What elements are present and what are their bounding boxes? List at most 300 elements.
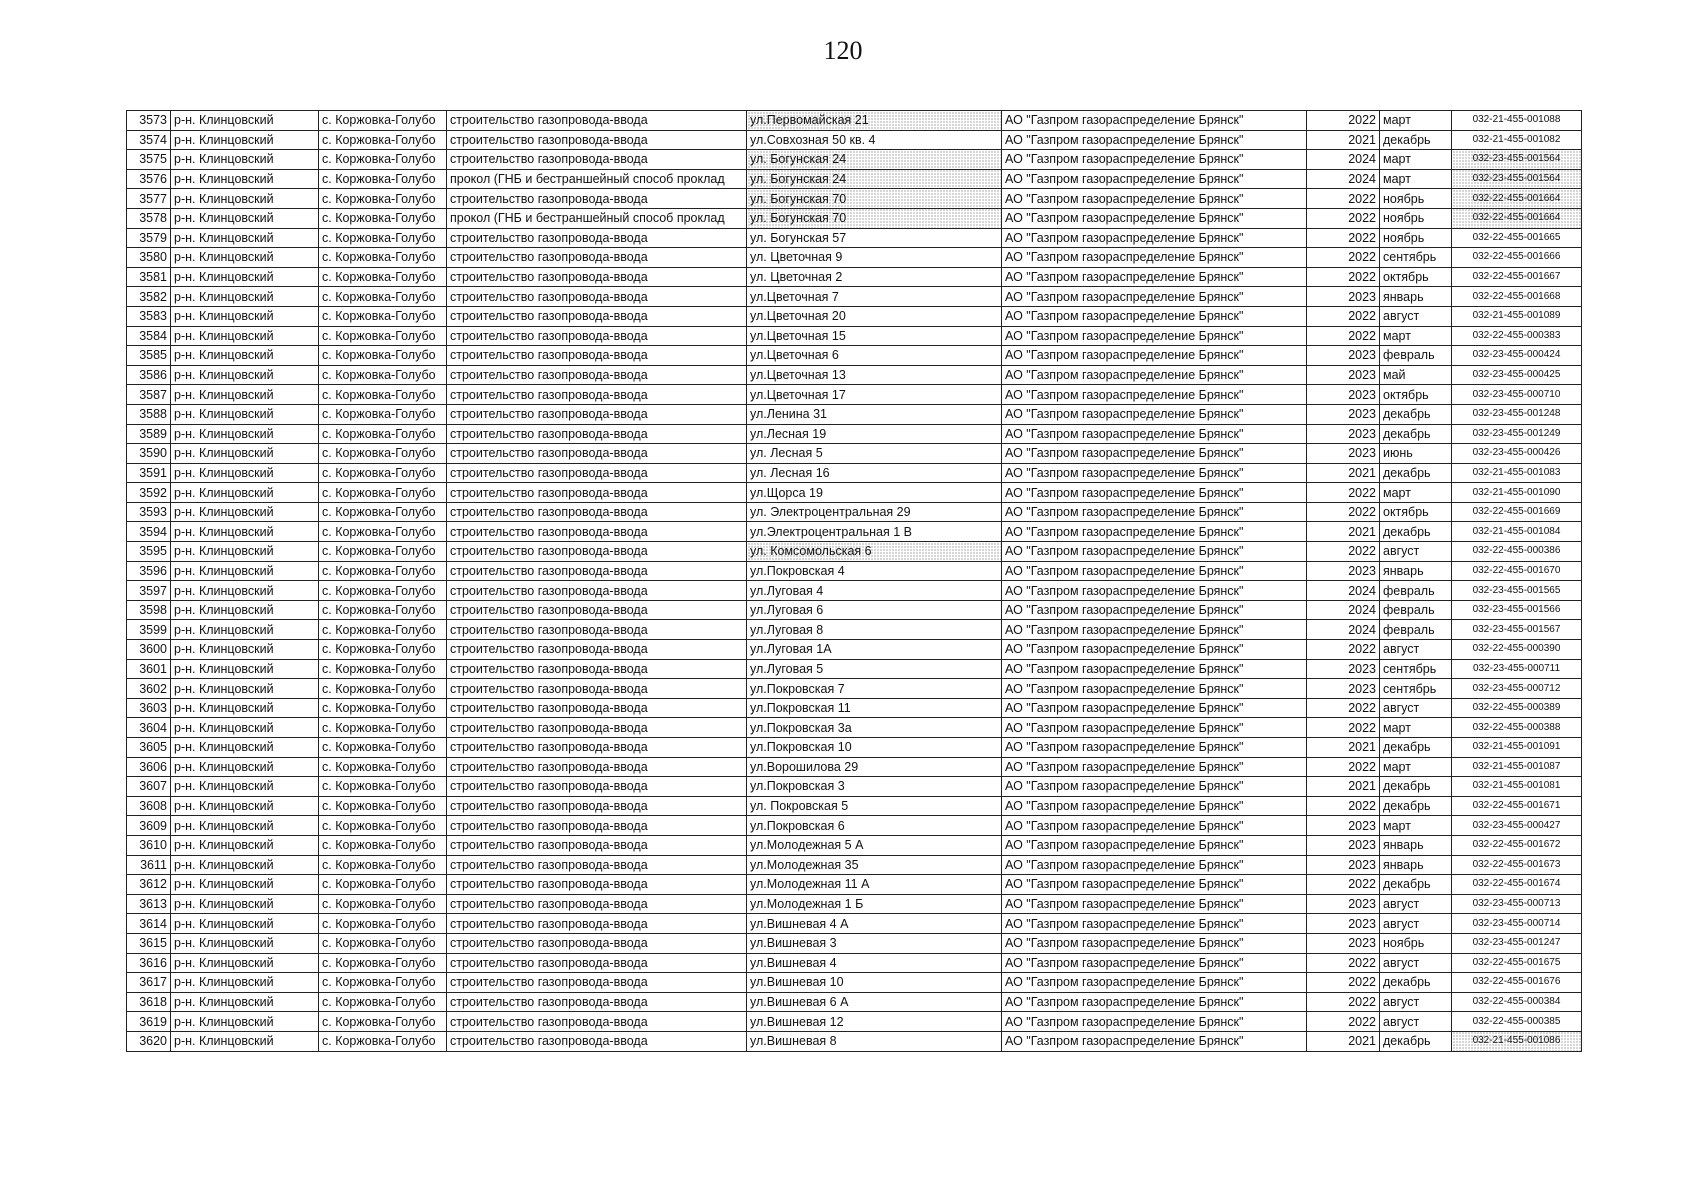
year-cell: 2023: [1307, 424, 1380, 444]
address-cell: ул.Покровская 7: [747, 679, 1002, 699]
village-cell: с. Коржовка-Голубо: [319, 522, 447, 542]
organization-cell: АО "Газпром газораспределение Брянск": [1002, 875, 1307, 895]
year-cell: 2023: [1307, 404, 1380, 424]
village-cell: с. Коржовка-Голубо: [319, 855, 447, 875]
work-type-cell: строительство газопровода-ввода: [447, 150, 747, 170]
table-row: [127, 267, 1582, 287]
table-row: [127, 287, 1582, 307]
organization-cell: АО "Газпром газораспределение Брянск": [1002, 679, 1307, 699]
row-number-cell: 3605: [127, 738, 171, 758]
row-number-cell: 3584: [127, 326, 171, 346]
district-cell: р-н. Клинцовский: [171, 640, 319, 660]
work-type-cell: строительство газопровода-ввода: [447, 953, 747, 973]
village-cell: с. Коржовка-Голубо: [319, 953, 447, 973]
district-cell: р-н. Клинцовский: [171, 306, 319, 326]
row-number-cell: 3578: [127, 208, 171, 228]
organization-cell: АО "Газпром газораспределение Брянск": [1002, 777, 1307, 797]
address-cell: ул.Луговая 6: [747, 600, 1002, 620]
work-type-cell: строительство газопровода-ввода: [447, 933, 747, 953]
permit-code-cell: 032-22-455-000383: [1452, 326, 1582, 346]
village-cell: с. Коржовка-Голубо: [319, 875, 447, 895]
year-cell: 2021: [1307, 463, 1380, 483]
permit-code-cell: 032-22-455-001667: [1452, 267, 1582, 287]
organization-cell: АО "Газпром газораспределение Брянск": [1002, 365, 1307, 385]
work-type-cell: строительство газопровода-ввода: [447, 757, 747, 777]
work-type-cell: строительство газопровода-ввода: [447, 777, 747, 797]
district-cell: р-н. Клинцовский: [171, 483, 319, 503]
month-cell: февраль: [1380, 581, 1452, 601]
year-cell: 2023: [1307, 659, 1380, 679]
year-cell: 2024: [1307, 581, 1380, 601]
month-cell: август: [1380, 992, 1452, 1012]
table-row: [127, 679, 1582, 699]
permit-code-cell: 032-23-455-000714: [1452, 914, 1582, 934]
village-cell: с. Коржовка-Голубо: [319, 777, 447, 797]
row-number-cell: 3596: [127, 561, 171, 581]
month-cell: декабрь: [1380, 973, 1452, 993]
permit-code-cell: 032-23-455-001567: [1452, 620, 1582, 640]
organization-cell: АО "Газпром газораспределение Брянск": [1002, 326, 1307, 346]
village-cell: с. Коржовка-Голубо: [319, 757, 447, 777]
row-number-cell: 3607: [127, 777, 171, 797]
row-number-cell: 3599: [127, 620, 171, 640]
year-cell: 2021: [1307, 522, 1380, 542]
permit-code-cell: 032-22-455-001670: [1452, 561, 1582, 581]
district-cell: р-н. Клинцовский: [171, 973, 319, 993]
permit-code-cell: 032-23-455-001565: [1452, 581, 1582, 601]
district-cell: р-н. Клинцовский: [171, 248, 319, 268]
row-number-cell: 3604: [127, 718, 171, 738]
organization-cell: АО "Газпром газораспределение Брянск": [1002, 502, 1307, 522]
row-number-cell: 3603: [127, 698, 171, 718]
row-number-cell: 3615: [127, 933, 171, 953]
address-cell: ул.Цветочная 15: [747, 326, 1002, 346]
month-cell: март: [1380, 326, 1452, 346]
permit-code-cell: 032-21-455-001088: [1452, 111, 1582, 131]
district-cell: р-н. Клинцовский: [171, 150, 319, 170]
year-cell: 2022: [1307, 189, 1380, 209]
year-cell: 2023: [1307, 561, 1380, 581]
work-type-cell: строительство газопровода-ввода: [447, 600, 747, 620]
village-cell: с. Коржовка-Голубо: [319, 326, 447, 346]
address-cell: ул.Цветочная 6: [747, 346, 1002, 366]
district-cell: р-н. Клинцовский: [171, 267, 319, 287]
month-cell: декабрь: [1380, 424, 1452, 444]
district-cell: р-н. Клинцовский: [171, 620, 319, 640]
organization-cell: АО "Газпром газораспределение Брянск": [1002, 404, 1307, 424]
address-cell: ул.Электроцентральная 1 В: [747, 522, 1002, 542]
table-row: [127, 933, 1582, 953]
organization-cell: АО "Газпром газораспределение Брянск": [1002, 208, 1307, 228]
month-cell: август: [1380, 953, 1452, 973]
table-row: [127, 718, 1582, 738]
month-cell: октябрь: [1380, 502, 1452, 522]
work-type-cell: строительство газопровода-ввода: [447, 483, 747, 503]
village-cell: с. Коржовка-Голубо: [319, 228, 447, 248]
village-cell: с. Коржовка-Голубо: [319, 208, 447, 228]
village-cell: с. Коржовка-Голубо: [319, 346, 447, 366]
month-cell: сентябрь: [1380, 659, 1452, 679]
work-type-cell: строительство газопровода-ввода: [447, 424, 747, 444]
address-cell: ул. Электроцентральная 29: [747, 502, 1002, 522]
permit-code-cell: 032-21-455-001090: [1452, 483, 1582, 503]
table-row: [127, 600, 1582, 620]
organization-cell: АО "Газпром газораспределение Брянск": [1002, 953, 1307, 973]
year-cell: 2022: [1307, 973, 1380, 993]
village-cell: с. Коржовка-Голубо: [319, 894, 447, 914]
work-type-cell: строительство газопровода-ввода: [447, 1031, 747, 1051]
district-cell: р-н. Клинцовский: [171, 111, 319, 131]
table-row: [127, 855, 1582, 875]
village-cell: с. Коржовка-Голубо: [319, 424, 447, 444]
month-cell: январь: [1380, 287, 1452, 307]
work-type-cell: строительство газопровода-ввода: [447, 385, 747, 405]
village-cell: с. Коржовка-Голубо: [319, 640, 447, 660]
row-number-cell: 3612: [127, 875, 171, 895]
table-row: [127, 973, 1582, 993]
address-cell: ул.Покровская 11: [747, 698, 1002, 718]
permit-code-cell: 032-21-455-001084: [1452, 522, 1582, 542]
work-type-cell: строительство газопровода-ввода: [447, 228, 747, 248]
address-cell: ул. Цветочная 2: [747, 267, 1002, 287]
organization-cell: АО "Газпром газораспределение Брянск": [1002, 600, 1307, 620]
address-cell: ул.Вишневая 6 А: [747, 992, 1002, 1012]
organization-cell: АО "Газпром газораспределение Брянск": [1002, 620, 1307, 640]
address-cell: ул.Луговая 1А: [747, 640, 1002, 660]
permit-code-cell: 032-21-455-001086: [1452, 1031, 1582, 1051]
work-type-cell: строительство газопровода-ввода: [447, 698, 747, 718]
year-cell: 2022: [1307, 796, 1380, 816]
village-cell: с. Коржовка-Голубо: [319, 698, 447, 718]
district-cell: р-н. Клинцовский: [171, 738, 319, 758]
table-row: [127, 953, 1582, 973]
work-type-cell: строительство газопровода-ввода: [447, 542, 747, 562]
organization-cell: АО "Газпром газораспределение Брянск": [1002, 796, 1307, 816]
year-cell: 2022: [1307, 1012, 1380, 1032]
month-cell: август: [1380, 542, 1452, 562]
row-number-cell: 3620: [127, 1031, 171, 1051]
month-cell: март: [1380, 150, 1452, 170]
table-row: [127, 914, 1582, 934]
table-row: [127, 1031, 1582, 1051]
district-cell: р-н. Клинцовский: [171, 894, 319, 914]
permit-code-cell: 032-23-455-000425: [1452, 365, 1582, 385]
district-cell: р-н. Клинцовский: [171, 796, 319, 816]
year-cell: 2022: [1307, 875, 1380, 895]
row-number-cell: 3583: [127, 306, 171, 326]
district-cell: р-н. Клинцовский: [171, 914, 319, 934]
month-cell: декабрь: [1380, 463, 1452, 483]
address-cell: ул.Лесная 19: [747, 424, 1002, 444]
row-number-cell: 3590: [127, 444, 171, 464]
village-cell: с. Коржовка-Голубо: [319, 111, 447, 131]
village-cell: с. Коржовка-Голубо: [319, 718, 447, 738]
row-number-cell: 3585: [127, 346, 171, 366]
table-row: [127, 444, 1582, 464]
row-number-cell: 3574: [127, 130, 171, 150]
month-cell: сентябрь: [1380, 248, 1452, 268]
work-type-cell: строительство газопровода-ввода: [447, 189, 747, 209]
table-row: [127, 581, 1582, 601]
month-cell: октябрь: [1380, 267, 1452, 287]
village-cell: с. Коржовка-Голубо: [319, 189, 447, 209]
address-cell: ул.Молодежная 11 А: [747, 875, 1002, 895]
address-cell: ул. Комсомольская 6: [747, 542, 1002, 562]
organization-cell: АО "Газпром газораспределение Брянск": [1002, 738, 1307, 758]
permit-code-cell: 032-23-455-001566: [1452, 600, 1582, 620]
row-number-cell: 3579: [127, 228, 171, 248]
month-cell: март: [1380, 483, 1452, 503]
month-cell: декабрь: [1380, 130, 1452, 150]
address-cell: ул.Вишневая 8: [747, 1031, 1002, 1051]
organization-cell: АО "Газпром газораспределение Брянск": [1002, 287, 1307, 307]
year-cell: 2023: [1307, 385, 1380, 405]
month-cell: июнь: [1380, 444, 1452, 464]
year-cell: 2023: [1307, 835, 1380, 855]
village-cell: с. Коржовка-Голубо: [319, 130, 447, 150]
table-row: [127, 150, 1582, 170]
year-cell: 2024: [1307, 169, 1380, 189]
address-cell: ул.Цветочная 7: [747, 287, 1002, 307]
district-cell: р-н. Клинцовский: [171, 777, 319, 797]
work-type-cell: строительство газопровода-ввода: [447, 444, 747, 464]
month-cell: октябрь: [1380, 385, 1452, 405]
district-cell: р-н. Клинцовский: [171, 365, 319, 385]
address-cell: ул.Щорса 19: [747, 483, 1002, 503]
district-cell: р-н. Клинцовский: [171, 875, 319, 895]
district-cell: р-н. Клинцовский: [171, 463, 319, 483]
district-cell: р-н. Клинцовский: [171, 561, 319, 581]
organization-cell: АО "Газпром газораспределение Брянск": [1002, 718, 1307, 738]
organization-cell: АО "Газпром газораспределение Брянск": [1002, 835, 1307, 855]
district-cell: р-н. Клинцовский: [171, 992, 319, 1012]
year-cell: 2023: [1307, 444, 1380, 464]
month-cell: март: [1380, 111, 1452, 131]
page-number: 120: [823, 36, 863, 65]
village-cell: с. Коржовка-Голубо: [319, 385, 447, 405]
organization-cell: АО "Газпром газораспределение Брянск": [1002, 463, 1307, 483]
year-cell: 2023: [1307, 287, 1380, 307]
year-cell: 2022: [1307, 326, 1380, 346]
organization-cell: АО "Газпром газораспределение Брянск": [1002, 894, 1307, 914]
row-number-cell: 3580: [127, 248, 171, 268]
month-cell: август: [1380, 306, 1452, 326]
organization-cell: АО "Газпром газораспределение Брянск": [1002, 542, 1307, 562]
organization-cell: АО "Газпром газораспределение Брянск": [1002, 757, 1307, 777]
month-cell: декабрь: [1380, 1031, 1452, 1051]
table-row: [127, 404, 1582, 424]
month-cell: ноябрь: [1380, 228, 1452, 248]
district-cell: р-н. Клинцовский: [171, 189, 319, 209]
organization-cell: АО "Газпром газораспределение Брянск": [1002, 483, 1307, 503]
district-cell: р-н. Клинцовский: [171, 287, 319, 307]
month-cell: март: [1380, 718, 1452, 738]
organization-cell: АО "Газпром газораспределение Брянск": [1002, 267, 1307, 287]
address-cell: ул.Цветочная 13: [747, 365, 1002, 385]
organization-cell: АО "Газпром газораспределение Брянск": [1002, 228, 1307, 248]
table-row: [127, 894, 1582, 914]
village-cell: с. Коржовка-Голубо: [319, 444, 447, 464]
year-cell: 2022: [1307, 483, 1380, 503]
table-row: [127, 659, 1582, 679]
row-number-cell: 3589: [127, 424, 171, 444]
district-cell: р-н. Клинцовский: [171, 444, 319, 464]
village-cell: с. Коржовка-Голубо: [319, 542, 447, 562]
year-cell: 2022: [1307, 228, 1380, 248]
year-cell: 2022: [1307, 111, 1380, 131]
row-number-cell: 3606: [127, 757, 171, 777]
table-row: [127, 757, 1582, 777]
permit-code-cell: 032-22-455-001675: [1452, 953, 1582, 973]
table-row: [127, 306, 1582, 326]
village-cell: с. Коржовка-Голубо: [319, 365, 447, 385]
address-cell: ул. Богунская 70: [747, 208, 1002, 228]
month-cell: январь: [1380, 835, 1452, 855]
village-cell: с. Коржовка-Голубо: [319, 933, 447, 953]
address-cell: ул.Вишневая 10: [747, 973, 1002, 993]
village-cell: с. Коржовка-Голубо: [319, 502, 447, 522]
table-row: [127, 385, 1582, 405]
village-cell: с. Коржовка-Голубо: [319, 835, 447, 855]
organization-cell: АО "Газпром газораспределение Брянск": [1002, 992, 1307, 1012]
district-cell: р-н. Клинцовский: [171, 208, 319, 228]
work-type-cell: строительство газопровода-ввода: [447, 992, 747, 1012]
year-cell: 2021: [1307, 130, 1380, 150]
work-type-cell: строительство газопровода-ввода: [447, 404, 747, 424]
row-number-cell: 3609: [127, 816, 171, 836]
table-row: [127, 502, 1582, 522]
permit-code-cell: 032-21-455-001091: [1452, 738, 1582, 758]
permit-code-cell: 032-22-455-001672: [1452, 835, 1582, 855]
organization-cell: АО "Газпром газораспределение Брянск": [1002, 561, 1307, 581]
year-cell: 2023: [1307, 346, 1380, 366]
table-row: [127, 698, 1582, 718]
table-row: [127, 835, 1582, 855]
table-row: [127, 1012, 1582, 1032]
organization-cell: АО "Газпром газораспределение Брянск": [1002, 346, 1307, 366]
work-type-cell: строительство газопровода-ввода: [447, 835, 747, 855]
row-number-cell: 3600: [127, 640, 171, 660]
district-cell: р-н. Клинцовский: [171, 698, 319, 718]
year-cell: 2022: [1307, 698, 1380, 718]
month-cell: ноябрь: [1380, 189, 1452, 209]
permit-code-cell: 032-23-455-001564: [1452, 169, 1582, 189]
permit-code-cell: 032-21-455-001083: [1452, 463, 1582, 483]
row-number-cell: 3594: [127, 522, 171, 542]
table-row: [127, 483, 1582, 503]
district-cell: р-н. Клинцовский: [171, 933, 319, 953]
district-cell: р-н. Клинцовский: [171, 385, 319, 405]
permit-code-cell: 032-21-455-001082: [1452, 130, 1582, 150]
district-cell: р-н. Клинцовский: [171, 659, 319, 679]
address-cell: ул. Богунская 70: [747, 189, 1002, 209]
organization-cell: АО "Газпром газораспределение Брянск": [1002, 424, 1307, 444]
address-cell: ул.Луговая 5: [747, 659, 1002, 679]
work-type-cell: строительство газопровода-ввода: [447, 640, 747, 660]
permit-code-cell: 032-23-455-000712: [1452, 679, 1582, 699]
address-cell: ул.Вишневая 4 А: [747, 914, 1002, 934]
year-cell: 2021: [1307, 777, 1380, 797]
address-cell: ул. Покровская 5: [747, 796, 1002, 816]
district-cell: р-н. Клинцовский: [171, 404, 319, 424]
address-cell: ул.Первомайская 21: [747, 111, 1002, 131]
work-type-cell: строительство газопровода-ввода: [447, 502, 747, 522]
permit-code-cell: 032-22-455-001674: [1452, 875, 1582, 895]
permit-code-cell: 032-23-455-000426: [1452, 444, 1582, 464]
permit-code-cell: 032-21-455-001081: [1452, 777, 1582, 797]
table-row: [127, 248, 1582, 268]
permit-code-cell: 032-23-455-000711: [1452, 659, 1582, 679]
year-cell: 2023: [1307, 894, 1380, 914]
month-cell: сентябрь: [1380, 679, 1452, 699]
work-type-cell: строительство газопровода-ввода: [447, 855, 747, 875]
year-cell: 2022: [1307, 502, 1380, 522]
month-cell: март: [1380, 757, 1452, 777]
organization-cell: АО "Газпром газораспределение Брянск": [1002, 248, 1307, 268]
month-cell: август: [1380, 894, 1452, 914]
organization-cell: АО "Газпром газораспределение Брянск": [1002, 933, 1307, 953]
work-type-cell: строительство газопровода-ввода: [447, 267, 747, 287]
row-number-cell: 3613: [127, 894, 171, 914]
year-cell: 2024: [1307, 600, 1380, 620]
district-cell: р-н. Клинцовский: [171, 169, 319, 189]
work-type-cell: строительство газопровода-ввода: [447, 659, 747, 679]
permit-code-cell: 032-23-455-000713: [1452, 894, 1582, 914]
month-cell: декабрь: [1380, 522, 1452, 542]
row-number-cell: 3576: [127, 169, 171, 189]
row-number-cell: 3586: [127, 365, 171, 385]
year-cell: 2023: [1307, 855, 1380, 875]
year-cell: 2022: [1307, 992, 1380, 1012]
permit-code-cell: 032-23-455-000427: [1452, 816, 1582, 836]
row-number-cell: 3582: [127, 287, 171, 307]
month-cell: февраль: [1380, 620, 1452, 640]
permit-code-cell: 032-23-455-001247: [1452, 933, 1582, 953]
address-cell: ул.Луговая 4: [747, 581, 1002, 601]
month-cell: декабрь: [1380, 404, 1452, 424]
work-type-cell: строительство газопровода-ввода: [447, 816, 747, 836]
district-cell: р-н. Клинцовский: [171, 542, 319, 562]
row-number-cell: 3616: [127, 953, 171, 973]
work-type-cell: строительство газопровода-ввода: [447, 581, 747, 601]
organization-cell: АО "Газпром газораспределение Брянск": [1002, 306, 1307, 326]
row-number-cell: 3595: [127, 542, 171, 562]
year-cell: 2022: [1307, 248, 1380, 268]
row-number-cell: 3610: [127, 835, 171, 855]
year-cell: 2023: [1307, 914, 1380, 934]
work-type-cell: строительство газопровода-ввода: [447, 973, 747, 993]
address-cell: ул.Покровская 3а: [747, 718, 1002, 738]
table-row: [127, 346, 1582, 366]
permit-code-cell: 032-22-455-000386: [1452, 542, 1582, 562]
village-cell: с. Коржовка-Голубо: [319, 1031, 447, 1051]
work-type-cell: прокол (ГНБ и бестраншейный способ проклад: [447, 169, 747, 189]
table-row: [127, 816, 1582, 836]
table-row: [127, 542, 1582, 562]
work-type-cell: прокол (ГНБ и бестраншейный способ проклад: [447, 208, 747, 228]
permit-code-cell: 032-22-455-001664: [1452, 208, 1582, 228]
table-row: [127, 796, 1582, 816]
address-cell: ул. Цветочная 9: [747, 248, 1002, 268]
row-number-cell: 3602: [127, 679, 171, 699]
village-cell: с. Коржовка-Голубо: [319, 659, 447, 679]
work-type-cell: строительство газопровода-ввода: [447, 796, 747, 816]
work-type-cell: строительство газопровода-ввода: [447, 326, 747, 346]
permit-code-cell: 032-22-455-001666: [1452, 248, 1582, 268]
address-cell: ул. Богунская 24: [747, 169, 1002, 189]
permit-code-cell: 032-21-455-001087: [1452, 757, 1582, 777]
row-number-cell: 3614: [127, 914, 171, 934]
